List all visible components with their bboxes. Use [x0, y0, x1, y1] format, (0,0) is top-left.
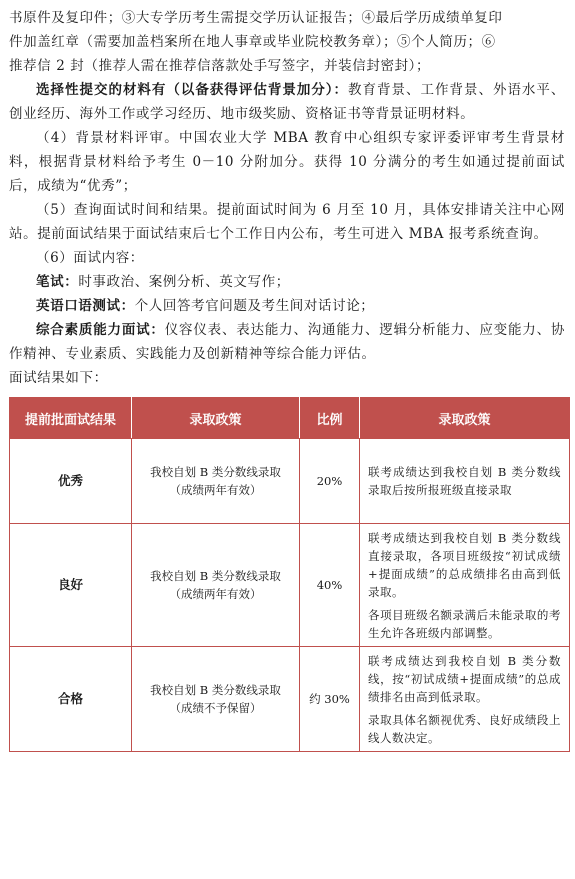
policy-cell — [132, 647, 300, 752]
policy-detail-text: 联考成绩达到我校自划 B 类分数线，按“初试成绩+提面成绩”的总成绩排名由高到低录取。 — [368, 653, 561, 704]
policy-detail-text: 各项目班级名额录满后未能录取的考生允许各班级内部调整。 — [368, 607, 561, 640]
policy-note: （成绩不予保留） — [169, 701, 262, 715]
result-cell: 良好 — [10, 524, 132, 647]
policy-cell — [132, 524, 300, 647]
comprehensive-interview-paragraph — [9, 318, 565, 366]
policy-detail-cell — [360, 647, 570, 752]
policy-detail-text: 联考成绩达到我校自划 B 类分数线直接录取，各项目班级按“初试成绩+提面成绩”的总成绩排名由高到低录取。 — [368, 530, 561, 599]
comprehensive-interview-label: 综合素质能力面试： — [36, 322, 165, 338]
table-row — [10, 647, 570, 752]
oral-test-label: 英语口语测试： — [36, 298, 135, 314]
policy-detail-text: 录取具体名额视优秀、良好成绩段上线人数决定。 — [368, 712, 561, 745]
results-intro: 面试结果如下： — [9, 370, 108, 386]
ratio-cell: 40% — [300, 524, 360, 647]
oral-test-text: 个人回答考官问题及考生间对话讨论； — [134, 298, 375, 314]
header-policy-detail: 录取政策 — [360, 398, 570, 439]
materials-line-1: 书原件及复印件；③大专学历考生需提交学历认证报告；④最后学历成绩单复印 — [9, 10, 503, 26]
policy-line: 我校自划 B 类分数线录取 — [150, 683, 281, 697]
table-row — [10, 524, 570, 647]
interview-results-table — [9, 397, 570, 752]
optional-materials-label: 选择性提交的材料有（以备获得评估背景加分）： — [36, 82, 349, 98]
header-ratio: 比例 — [300, 398, 360, 439]
ratio-cell: 约 30% — [300, 647, 360, 752]
policy-note: （成绩两年有效） — [169, 483, 262, 497]
policy-detail-cell — [360, 439, 570, 524]
written-test-label: 笔试： — [36, 274, 79, 290]
interview-content-heading: （6）面试内容： — [36, 250, 144, 266]
comprehensive-interview-text: 仪容仪表、表达能力、沟通能力、逻辑分析能力、应变能力、协作精神、专业素质、实践能力及创新精神等综合能力评估。 — [9, 322, 565, 362]
optional-materials-paragraph — [9, 78, 565, 126]
optional-materials-text: 教育背景、工作背景、外语水平、创业经历、海外工作或学习经历、地市级奖励、资格证书等背景证明材料。 — [9, 82, 566, 122]
background-review-paragraph: （4）背景材料评审。中国农业大学 MBA 教育中心组织专家评委评审考生背景材料，根据背景材料给予考生 0－10 分附加分。获得 10 分满分的考生如通过提前面试后，成绩为“优秀”； — [9, 130, 565, 194]
table-row — [10, 439, 570, 524]
policy-detail-text: 联考成绩达到我校自划 B 类分数线录取后按所报班级直接录取 — [368, 465, 561, 497]
materials-paragraph — [9, 6, 565, 78]
result-cell: 优秀 — [10, 439, 132, 524]
policy-line: 我校自划 B 类分数线录取 — [150, 569, 281, 583]
policy-detail-cell — [360, 524, 570, 647]
policy-line: 我校自划 B 类分数线录取 — [150, 465, 281, 479]
header-policy: 录取政策 — [132, 398, 300, 439]
result-cell: 合格 — [10, 647, 132, 752]
policy-note: （成绩两年有效） — [169, 587, 262, 601]
written-test-paragraph — [9, 270, 565, 294]
materials-line-3: 推荐信 2 封（推荐人需在推荐信落款处手写签字，并装信封密封）； — [9, 58, 431, 74]
query-results-paragraph: （5）查询面试时间和结果。提前面试时间为 6 月至 10 月，具体安排请关注中心网站。提前面试结果于面试结束后七个工作日内公布，考生可进入 MBA 报考系统查询。 — [9, 202, 565, 242]
header-result: 提前批面试结果 — [10, 398, 132, 439]
written-test-text: 时事政治、案例分析、英文写作； — [78, 274, 290, 290]
table-header-row — [10, 398, 570, 439]
oral-test-paragraph — [9, 294, 565, 318]
policy-cell — [132, 439, 300, 524]
ratio-cell: 20% — [300, 439, 360, 524]
materials-line-2: 件加盖红章（需要加盖档案所在地人事章或毕业院校教务章）；⑤个人简历；⑥ — [9, 34, 496, 50]
